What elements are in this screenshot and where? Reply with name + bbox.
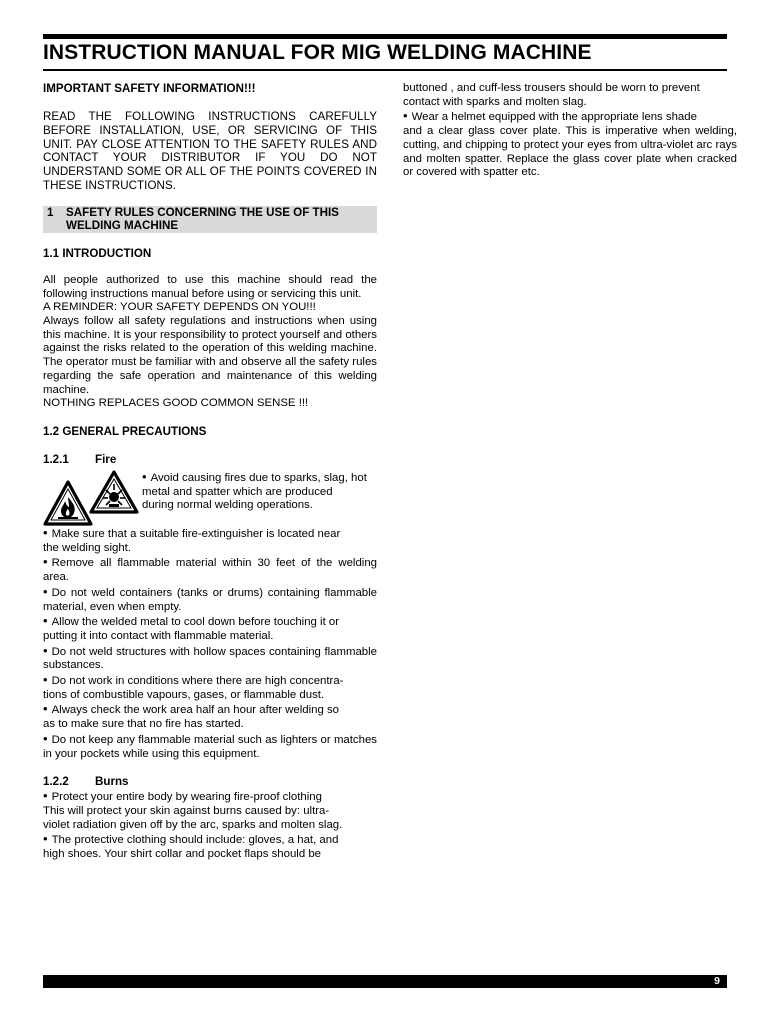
- responsibility-paragraph: Always follow all safety regulations and instructions when using this machine. It is your responsibility to protect yourself and others against the risks related to the operation of this welding machine. The operator must be familiar with and observe all the safety rules regarding the safe operation and maintenance of this welding machine.: [43, 315, 377, 396]
- fire-number: 1.2.1: [43, 453, 69, 466]
- flammable-warning-icon: [43, 480, 93, 526]
- introduction-paragraph: All people authorized to use this machine should read the following instructions manual before using or servicing this unit.: [43, 273, 377, 300]
- fire-bullet-check-area-cont: as to make sure that no fire has started.: [43, 718, 244, 731]
- fire-lead-bullet: • Avoid causing fires due to sparks, slag, hot metal and spatter which are produced: [142, 470, 377, 499]
- fire-subheading: [43, 453, 377, 467]
- footer-bar: [43, 975, 727, 988]
- introduction-heading: 1.1 INTRODUCTION: [43, 246, 152, 260]
- fire-bullet-cool-down: • Allow the welded metal to cool down before touching it or: [43, 614, 377, 630]
- burns-number: 1.2.2: [43, 775, 69, 789]
- burns-line-skin: This will protect your skin against burns caused by: ultra-: [43, 804, 330, 817]
- safety-notice: READ THE FOLLOWING INSTRUCTIONS CAREFULLY BEFORE INSTALLATION, USE, OR SERVICING OF THIS UNIT. PAY CLOSE ATTENTION TO THE SAFETY RULES AND CONTACT YOUR DISTRIBUTOR IF YOU DO NOT UNDERSTAND SOME OR ALL OF THE POINTS COVERED IN THESE INSTRUCTIONS.: [43, 110, 377, 192]
- fire-lead-continuation: during normal welding operations.: [142, 499, 313, 512]
- section-1-number: 1: [47, 205, 54, 219]
- fire-bullet-remove-material: • Remove all flammable material within 30 feet of the welding area.: [43, 555, 377, 584]
- fire-bullet-containers: • Do not weld containers (tanks or drums) containing flammable material, even when empty.: [43, 585, 377, 614]
- right-column: [403, 82, 737, 180]
- helmet-bullet: • Wear a helmet equipped with the appropriate lens shade: [403, 109, 737, 125]
- fire-bullet-check-area: • Always check the work area half an hour after welding so: [43, 702, 377, 718]
- safety-info-heading: IMPORTANT SAFETY INFORMATION!!!: [43, 82, 256, 95]
- burns-line-protect: • Protect your entire body by wearing fire-proof clothing: [43, 789, 377, 805]
- fire-bullet-pockets: • Do not keep any flammable material such as lighters or matches in your pockets while using this equipment.: [43, 732, 377, 761]
- fire-bullet-conditions: • Do not work in conditions where there are high concentra-: [43, 673, 377, 689]
- explosive-warning-icon: [89, 470, 139, 514]
- burns-line-radiation: violet radiation given off by the arc, sparks and molten slag.: [43, 818, 343, 831]
- burns-line-clothing: • The protective clothing should include: gloves, a hat, and: [43, 832, 377, 848]
- common-sense-line: NOTHING REPLACES GOOD COMMON SENSE !!!: [43, 397, 309, 410]
- fire-bullet-extinguisher: • Make sure that a suitable fire-extinguisher is located near: [43, 526, 377, 542]
- fire-bullet-extinguisher-cont: the welding sight.: [43, 541, 132, 554]
- page-number: 9: [714, 975, 720, 987]
- left-column: [43, 82, 377, 862]
- burns-title: Burns: [95, 775, 129, 789]
- fire-bullet-hollow-spaces: • Do not weld structures with hollow spaces containing flammable substances.: [43, 644, 377, 673]
- fire-warning-icons: [43, 470, 142, 526]
- fire-bullet-conditions-cont: tions of combustible vapours, gases, or flammable dust.: [43, 688, 325, 701]
- fire-lead-text: [142, 470, 377, 526]
- fire-title: Fire: [95, 453, 117, 466]
- burns-line-shoes: high shoes. Your shirt collar and pocket flaps should be: [43, 848, 321, 861]
- trousers-paragraph: buttoned , and cuff-less trousers should be worn to prevent contact with sparks and molten slag.: [403, 82, 700, 108]
- general-precautions-heading: 1.2 GENERAL PRECAUTIONS: [43, 425, 207, 438]
- section-1-title: SAFETY RULES CONCERNING THE USE OF THIS WELDING MACHINE: [66, 205, 339, 233]
- reminder-line: A REMINDER: YOUR SAFETY DEPENDS ON YOU!!!: [43, 301, 316, 314]
- header-bottom-rule: [43, 69, 727, 71]
- fire-lead-block: [43, 470, 377, 526]
- section-1-banner: [43, 206, 377, 233]
- burns-subheading: [43, 775, 377, 789]
- page-title: INSTRUCTION MANUAL FOR MIG WELDING MACHINE: [43, 41, 592, 64]
- header-top-rule: [43, 34, 727, 39]
- fire-bullet-cool-down-cont: putting it into contact with flammable material.: [43, 629, 274, 642]
- glass-cover-paragraph: and a clear glass cover plate. This is imperative when welding, cutting, and chipping to protect your eyes from ultra-violet arc rays and molten spatter. Replace the glass cover plate when cracked or covered with spatter etc.: [403, 125, 737, 179]
